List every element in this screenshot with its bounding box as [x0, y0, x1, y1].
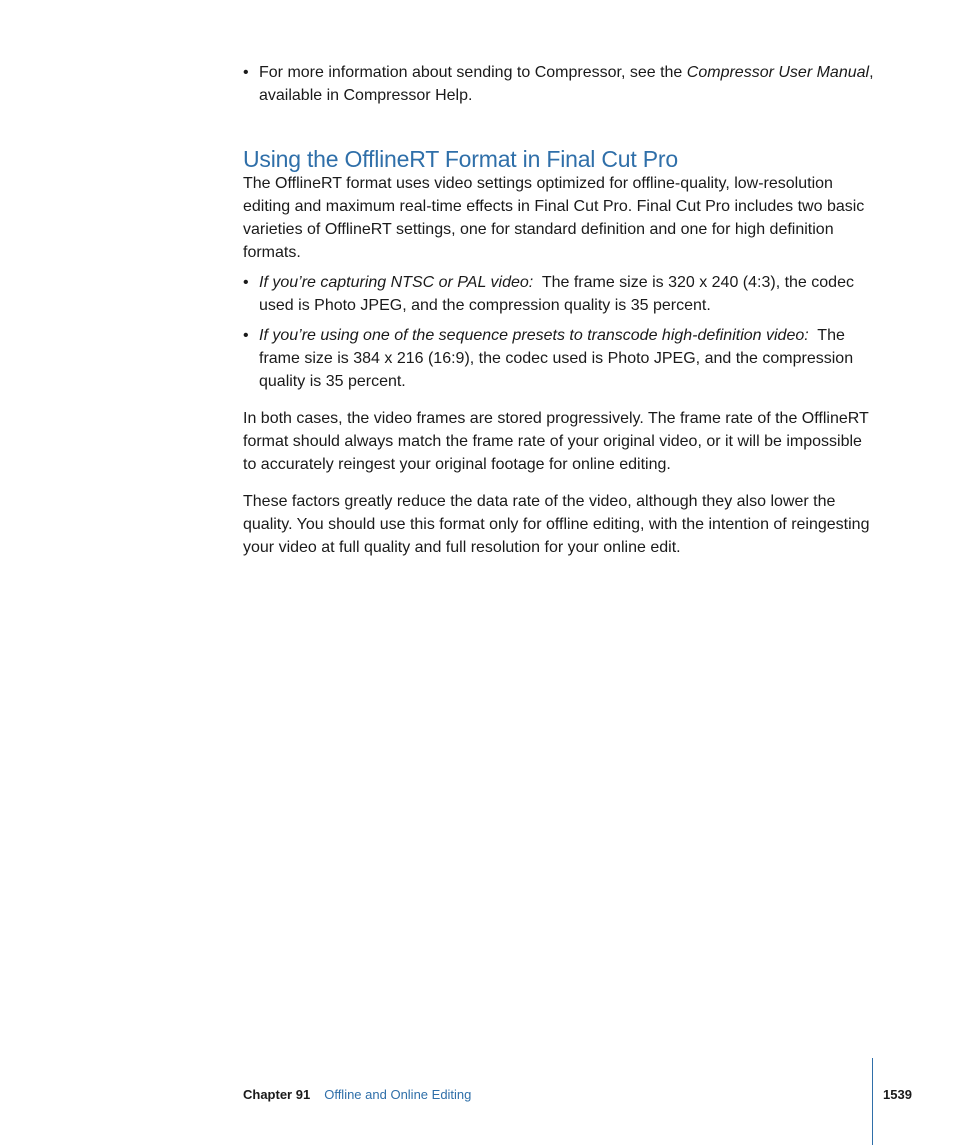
bullet-lead: If you’re capturing NTSC or PAL video:: [259, 274, 534, 291]
bullet-marker: •: [243, 327, 249, 344]
bullet-text-end: , available in Compressor Help.: [259, 64, 874, 104]
chapter-number: Chapter 91: [243, 1087, 311, 1102]
bullet-marker: •: [243, 64, 249, 81]
section-heading: Using the OfflineRT Format in Final Cut Pro: [243, 146, 678, 172]
compressor-info-bullet: [243, 61, 875, 107]
ntsc-pal-bullet: [243, 271, 875, 317]
footer-divider: [872, 1058, 873, 1145]
page-content: [243, 61, 875, 573]
manual-reference: Compressor User Manual: [686, 64, 870, 81]
settings-bullet-list: [243, 271, 875, 393]
hd-transcode-bullet: [243, 324, 875, 393]
intro-paragraph: The OfflineRT format uses video settings optimized for offline-quality, low-resolution editing and maximum real-time effects in Final Cut Pro. Final Cut Pro includes two basic varieties of OfflineRT settings, one for standard definition and one for high definition formats.: [243, 175, 865, 261]
data-rate-paragraph: These factors greatly reduce the data rate of the video, although they also lower the quality. You should use this format only for offline editing, with the intention of reingesting your video at full quality and full resolution for your online edit.: [243, 493, 870, 556]
bullet-body: The frame size is 320 x 240 (4:3), the codec used is Photo JPEG, and the compression quality is 35 percent.: [259, 274, 854, 314]
bullet-lead: If you’re using one of the sequence presets to transcode high-definition video:: [259, 327, 809, 344]
progressive-frames-paragraph: In both cases, the video frames are stored progressively. The frame rate of the OfflineRT format should always match the frame rate of your original video, or it will be impossible to accurately reingest your original footage for online editing.: [243, 410, 869, 473]
chapter-title: Offline and Online Editing: [324, 1087, 472, 1102]
page-footer: [243, 1085, 863, 1105]
bullet-text: For more information about sending to Compressor, see the: [259, 64, 687, 81]
bullet-body: The frame size is 384 x 216 (16:9), the codec used is Photo JPEG, and the compression quality is 35 percent.: [259, 327, 854, 390]
page-number: 1539: [883, 1087, 912, 1102]
bullet-marker: •: [243, 274, 249, 291]
